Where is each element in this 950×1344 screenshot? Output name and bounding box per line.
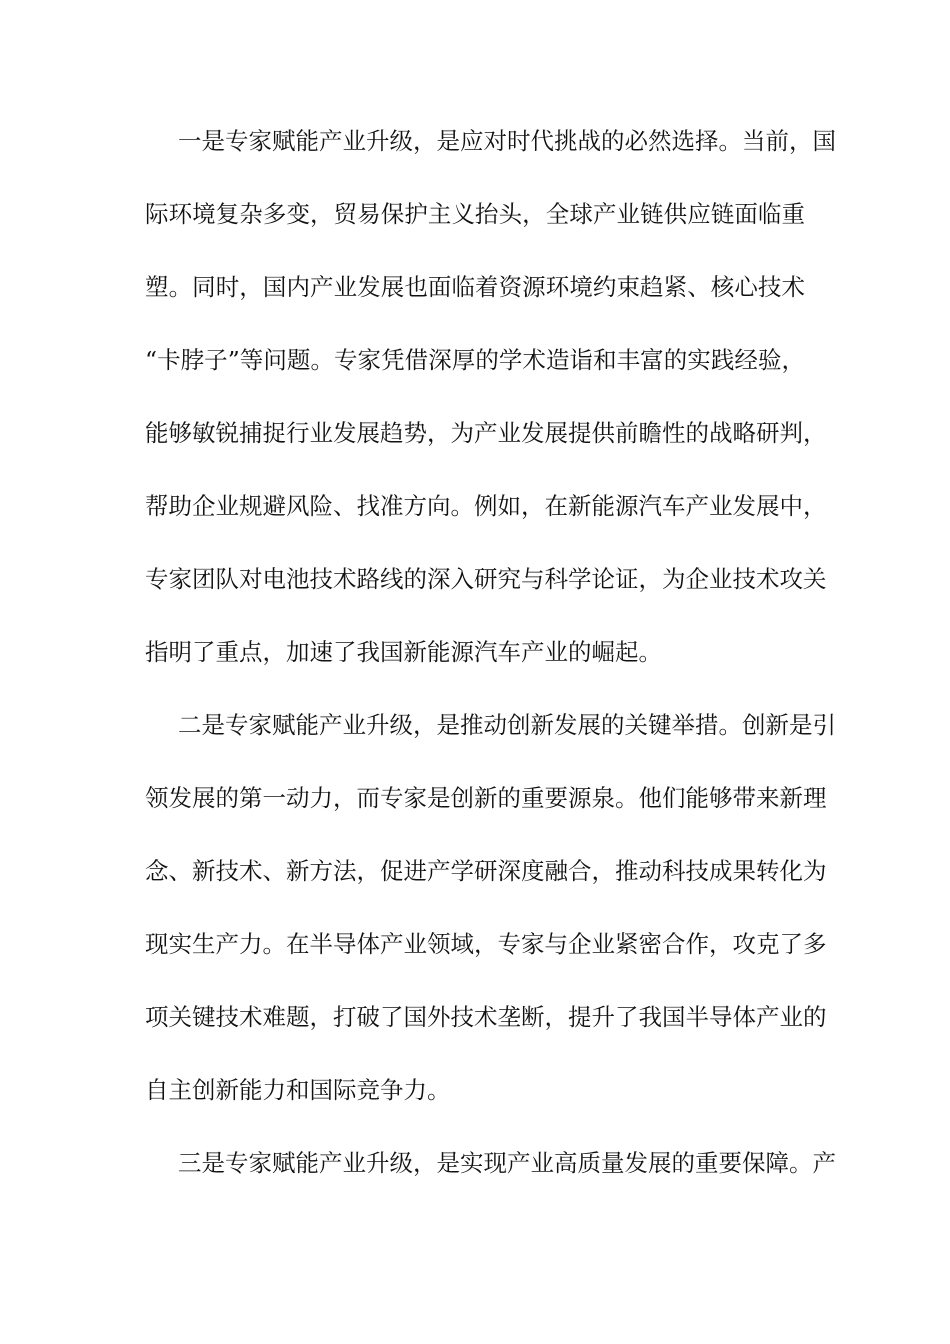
text-line: 念、新技术、新方法，促进产学研深度融合，推动科技成果转化为 <box>145 857 827 885</box>
paragraph-1 <box>145 105 836 689</box>
text-line: 帮助企业规避风险、找准方向。例如，在新能源汽车产业发展中， <box>145 492 827 520</box>
text-line: 专家团队对电池技术路线的深入研究与科学论证，为企业技术攻关 <box>145 565 827 593</box>
text-line: 一是专家赋能产业升级，是应对时代挑战的必然选择。当前，国 <box>178 127 836 155</box>
text-line: 指明了重点，加速了我国新能源汽车产业的崛起。 <box>145 638 662 666</box>
text-line: 塑。同时，国内产业发展也面临着资源环境约束趋紧、核心技术 <box>145 273 805 301</box>
paragraph-3 <box>145 1127 836 1200</box>
text-line: 能够敏锐捕捉行业发展趋势，为产业发展提供前瞻性的战略研判， <box>145 419 827 447</box>
text-line: 际环境复杂多变，贸易保护主义抬头，全球产业链供应链面临重 <box>145 200 805 228</box>
text-line: 三是专家赋能产业升级，是实现产业高质量发展的重要保障。产 <box>178 1149 836 1177</box>
text-line: “卡脖子”等问题。专家凭借深厚的学术造诣和丰富的实践经验， <box>145 346 805 374</box>
document-page <box>145 105 836 1200</box>
paragraph-2 <box>145 689 836 1127</box>
text-line: 项关键技术难题，打破了国外技术垄断，提升了我国半导体产业的 <box>145 1003 827 1031</box>
text-line: 二是专家赋能产业升级，是推动创新发展的关键举措。创新是引 <box>178 711 836 739</box>
text-line: 领发展的第一动力，而专家是创新的重要源泉。他们能够带来新理 <box>145 784 827 812</box>
text-line: 自主创新能力和国际竞争力。 <box>145 1076 451 1104</box>
text-line: 现实生产力。在半导体产业领域，专家与企业紧密合作，攻克了多 <box>145 930 827 958</box>
